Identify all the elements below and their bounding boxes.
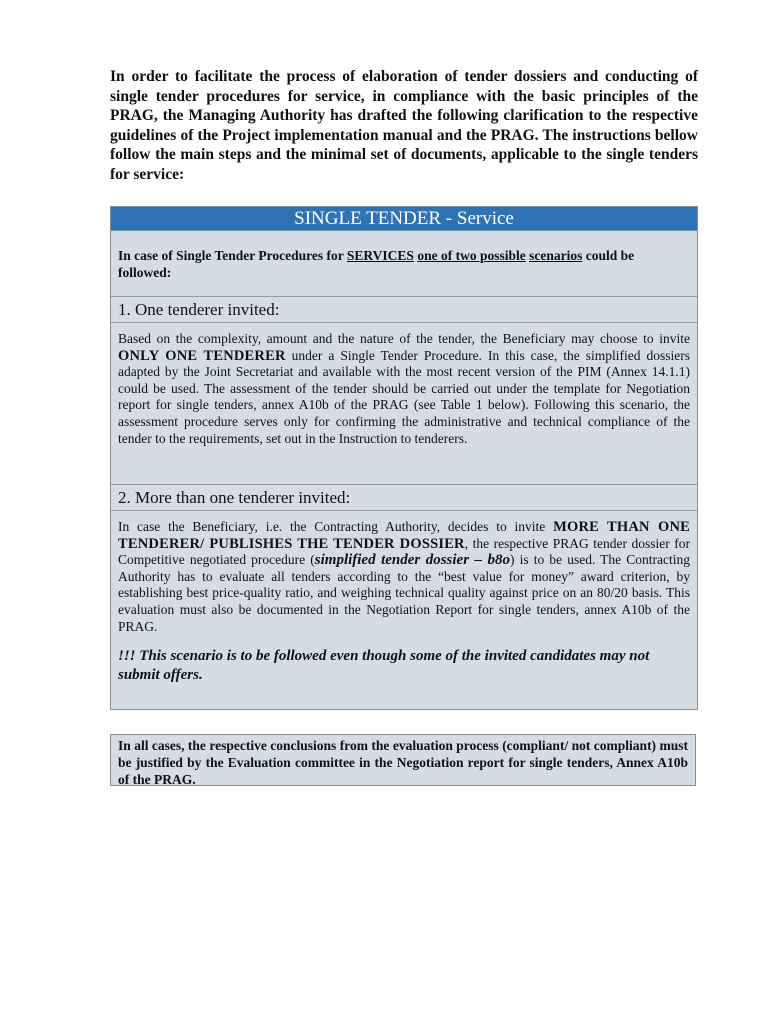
- section-2-paragraph: [118, 519, 690, 635]
- scenarios-keyword: scenarios: [529, 248, 583, 263]
- section-1-heading: 1. One tenderer invited:: [111, 297, 697, 323]
- section-1-body: [111, 323, 697, 485]
- single-tender-box: [110, 206, 698, 710]
- section-2-heading: 2. More than one tenderer invited:: [111, 485, 697, 511]
- warning-note: !!! This scenario is to be followed even though some of the invited candidates may not submit offers.: [118, 648, 650, 684]
- section-2-text-middle: , the respective PRAG tender dossier for Competitive negotiated procedure (: [118, 535, 690, 568]
- scenario-intro: [111, 231, 697, 297]
- section-2-text-start: In case the Beneficiary, i.e. the Contracting Authority, decides to invite: [118, 519, 554, 534]
- section-1-text-start: Based on the complexity, amount and the nature of the tender, the Beneficiary may choose to invite: [118, 331, 690, 346]
- more-than-one-tenderer: MORE THAN ONE TENDERER/ PUBLISHES THE TENDER DOSSIER: [118, 519, 690, 552]
- section-2-body: [111, 511, 697, 712]
- one-of-two-possible: one of two possible: [417, 248, 526, 263]
- section-1-paragraph: [118, 331, 690, 447]
- simplified-dossier-ref: simplified tender dossier – b8o: [314, 552, 511, 569]
- scenario-text-end: could be followed:: [118, 248, 635, 280]
- section-1-text-end: under a Single Tender Procedure. In this case, the simplified dossiers adapted by the Joint Secretariat and available with the most recent version of the PIM (Annex 14.1.1) could be used. The assessment of the tender should be carried out under the template for Negotiation report for single tenders, annex A10b of the PRAG (see Table 1 below). Following this scenario, the assessment procedure serves only for confirming the administrative and technical compliance of the tender to the requirements, set out in the Instruction to tenderers.: [118, 347, 690, 446]
- section-2-text-end: ) is to be used. The Contracting Authority has to evaluate all tenders according to the “best value for money” award criterion, by establishing best price-quality ratio, and weighing technical quality against price on an 80/20 basis. This evaluation must also be documented in the Negotiation Report for single tenders, annex A10b of the PRAG.: [118, 552, 691, 634]
- intro-paragraph: In order to facilitate the process of elaboration of tender dossiers and conducting of single tender procedures for service, in compliance with the basic principles of the PRAG, the Managing Authority has drafted the following clarification to the respective guidelines of the Project implementation manual and the PRAG. The instructions bellow follow the main steps and the minimal set of documents, applicable to the single tenders for service:: [110, 68, 698, 183]
- services-keyword: SERVICES: [346, 248, 414, 263]
- scenario-text-start: In case of Single Tender Procedures for: [118, 248, 347, 263]
- box-title: SINGLE TENDER - Service: [111, 207, 697, 231]
- only-one-tenderer: ONLY ONE TENDERER: [118, 347, 286, 364]
- conclusion-box: In all cases, the respective conclusions from the evaluation process (compliant/ not compliant) must be justified by the Evaluation committee in the Negotiation report for single tenders, Annex A10b of the PRAG.: [110, 734, 696, 786]
